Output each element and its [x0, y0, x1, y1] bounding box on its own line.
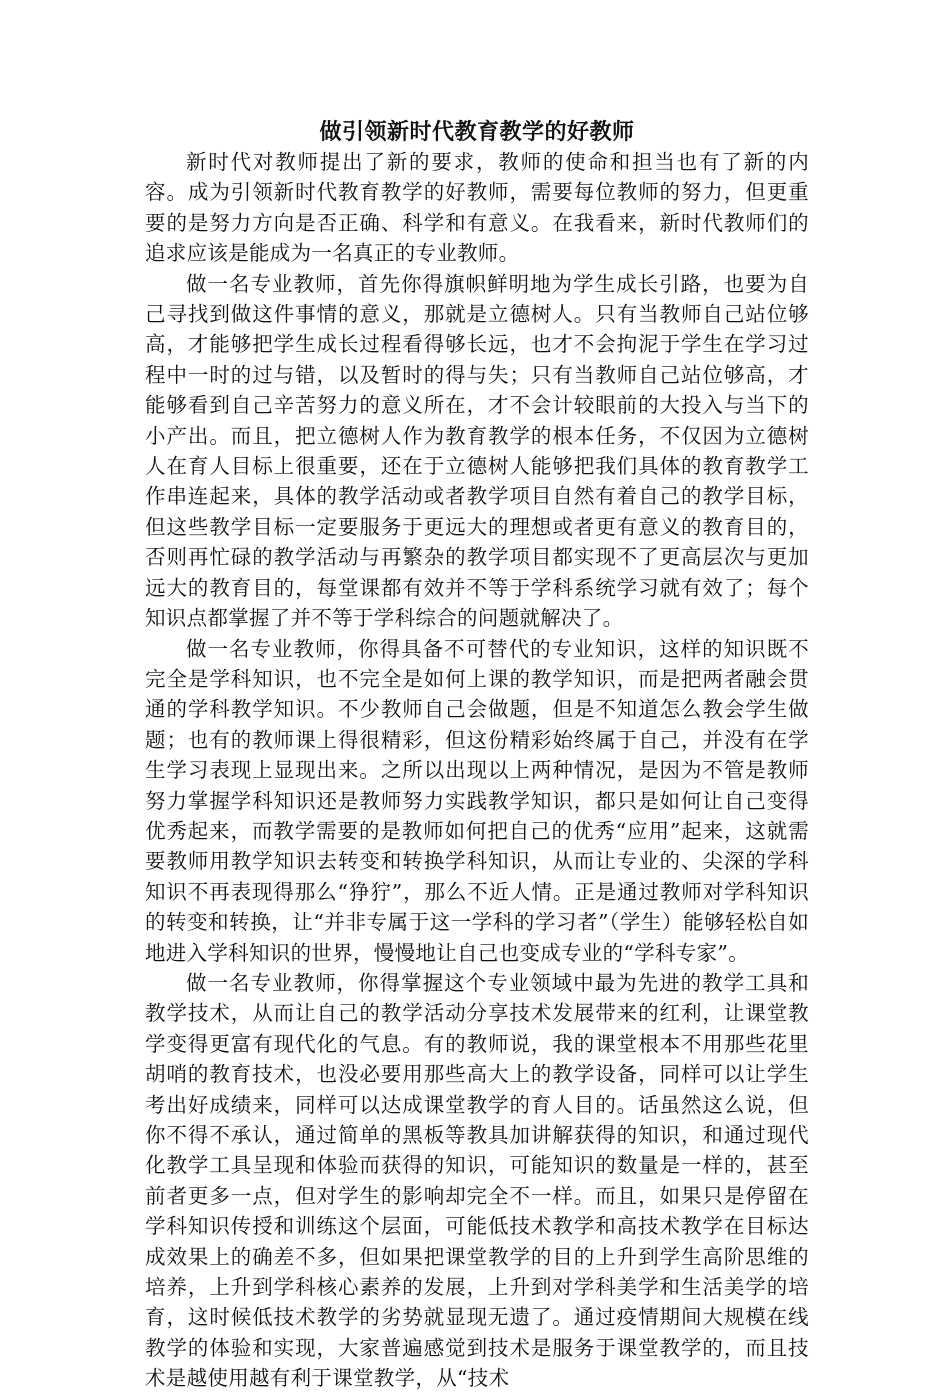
paragraph-4: 做一名专业教师，你得掌握这个专业领域中最为先进的教学工具和教学技术，从而让自己的教学活动分享技术发展带来的红利，让课堂教学变得更富有现代化的气息。有的教师说，我的课堂根本不用那些花里胡哨的教育技术，也没必要用那些高大上的教学设备，同样可以让学生考出好成绩来，同样可以达成课堂教学的育人目的。话虽然这么说，但你不得不承认，通过简单的黑板等教具加讲解获得的知识，和通过现代化教学工具呈现和体验而获得的知识，可能知识的数量是一样的，甚至前者更多一点，但对学生的影响却完全不一样。而且，如果只是停留在学科知识传授和训练这个层面，可能低技术教学和高技术教学在目标达成效果上的确差不多，但如果把课堂教学的目的上升到学生高阶思维的培养，上升到学科核心素养的发展，上升到对学科美学和生活美学的培育，这时候低技术教学的劣势就显现无遗了。通过疫情期间大规模在线教学的体验和实现，大家普遍感觉到技术是服务于课堂教学的，而且技术是越使用越有利于课堂教学，从“技术	[145, 970, 809, 1391]
paragraph-2: 做一名专业教师，首先你得旗帜鲜明地为学生成长引路，也要为自己寻找到做这件事情的意义，那就是立德树人。只有当教师自己站位够高，才能够把学生成长过程看得够长远，也才不会拘泥于学生在学习过程中一时的过与错，以及暂时的得与失；只有当教师自己站位够高，才能够看到自己辛苦努力的意义所在，才不会计较眼前的大投入与当下的小产出。而且，把立德树人作为教育教学的根本任务，不仅因为立德树人在育人目标上很重要，还在于立德树人能够把我们具体的教育教学工作串连起来，具体的教学活动或者教学项目自然有着自己的教学目标，但这些教学目标一定要服务于更远大的理想或者更有意义的教育目的，否则再忙碌的教学活动与再繁杂的教学项目都实现不了更高层次与更加远大的教育目的，每堂课都有效并不等于学科系统学习就有效了；每个知识点都掌握了并不等于学科综合的问题就解决了。	[145, 271, 809, 631]
document-title: 做引领新时代教育教学的好教师	[319, 119, 635, 145]
document-body	[145, 118, 809, 1394]
paragraph-3: 做一名专业教师，你得具备不可替代的专业知识，这样的知识既不完全是学科知识，也不完全是如何上课的教学知识，而是把两者融会贯通的学科教学知识。不少教师自己会做题，但是不知道怎么教会学生做题；也有的教师课上得很精彩，但这份精彩始终属于自己，并没有在学生学习表现上显现出来。之所以出现以上两种情况，是因为不管是教师努力掌握学科知识还是教师努力实践教学知识，都只是如何让自己变得优秀起来，而教学需要的是教师如何把自己的优秀“应用”起来，这就需要教师用教学知识去转变和转换学科知识，从而让专业的、尖深的学科知识不再表现得那么“狰狞”，那么不近人情。正是通过教师对学科知识的转变和转换，让“并非专属于这一学科的学习者”（学生）能够轻松自如地进入学科知识的世界，慢慢地让自己也变成专业的“学科专家”。	[145, 636, 809, 965]
paragraph-1: 新时代对教师提出了新的要求，教师的使命和担当也有了新的内容。成为引领新时代教育教学的好教师，需要每位教师的努力，但更重要的是努力方向是否正确、科学和有意义。在我看来，新时代教师们的追求应该是能成为一名真正的专业教师。	[145, 150, 809, 266]
